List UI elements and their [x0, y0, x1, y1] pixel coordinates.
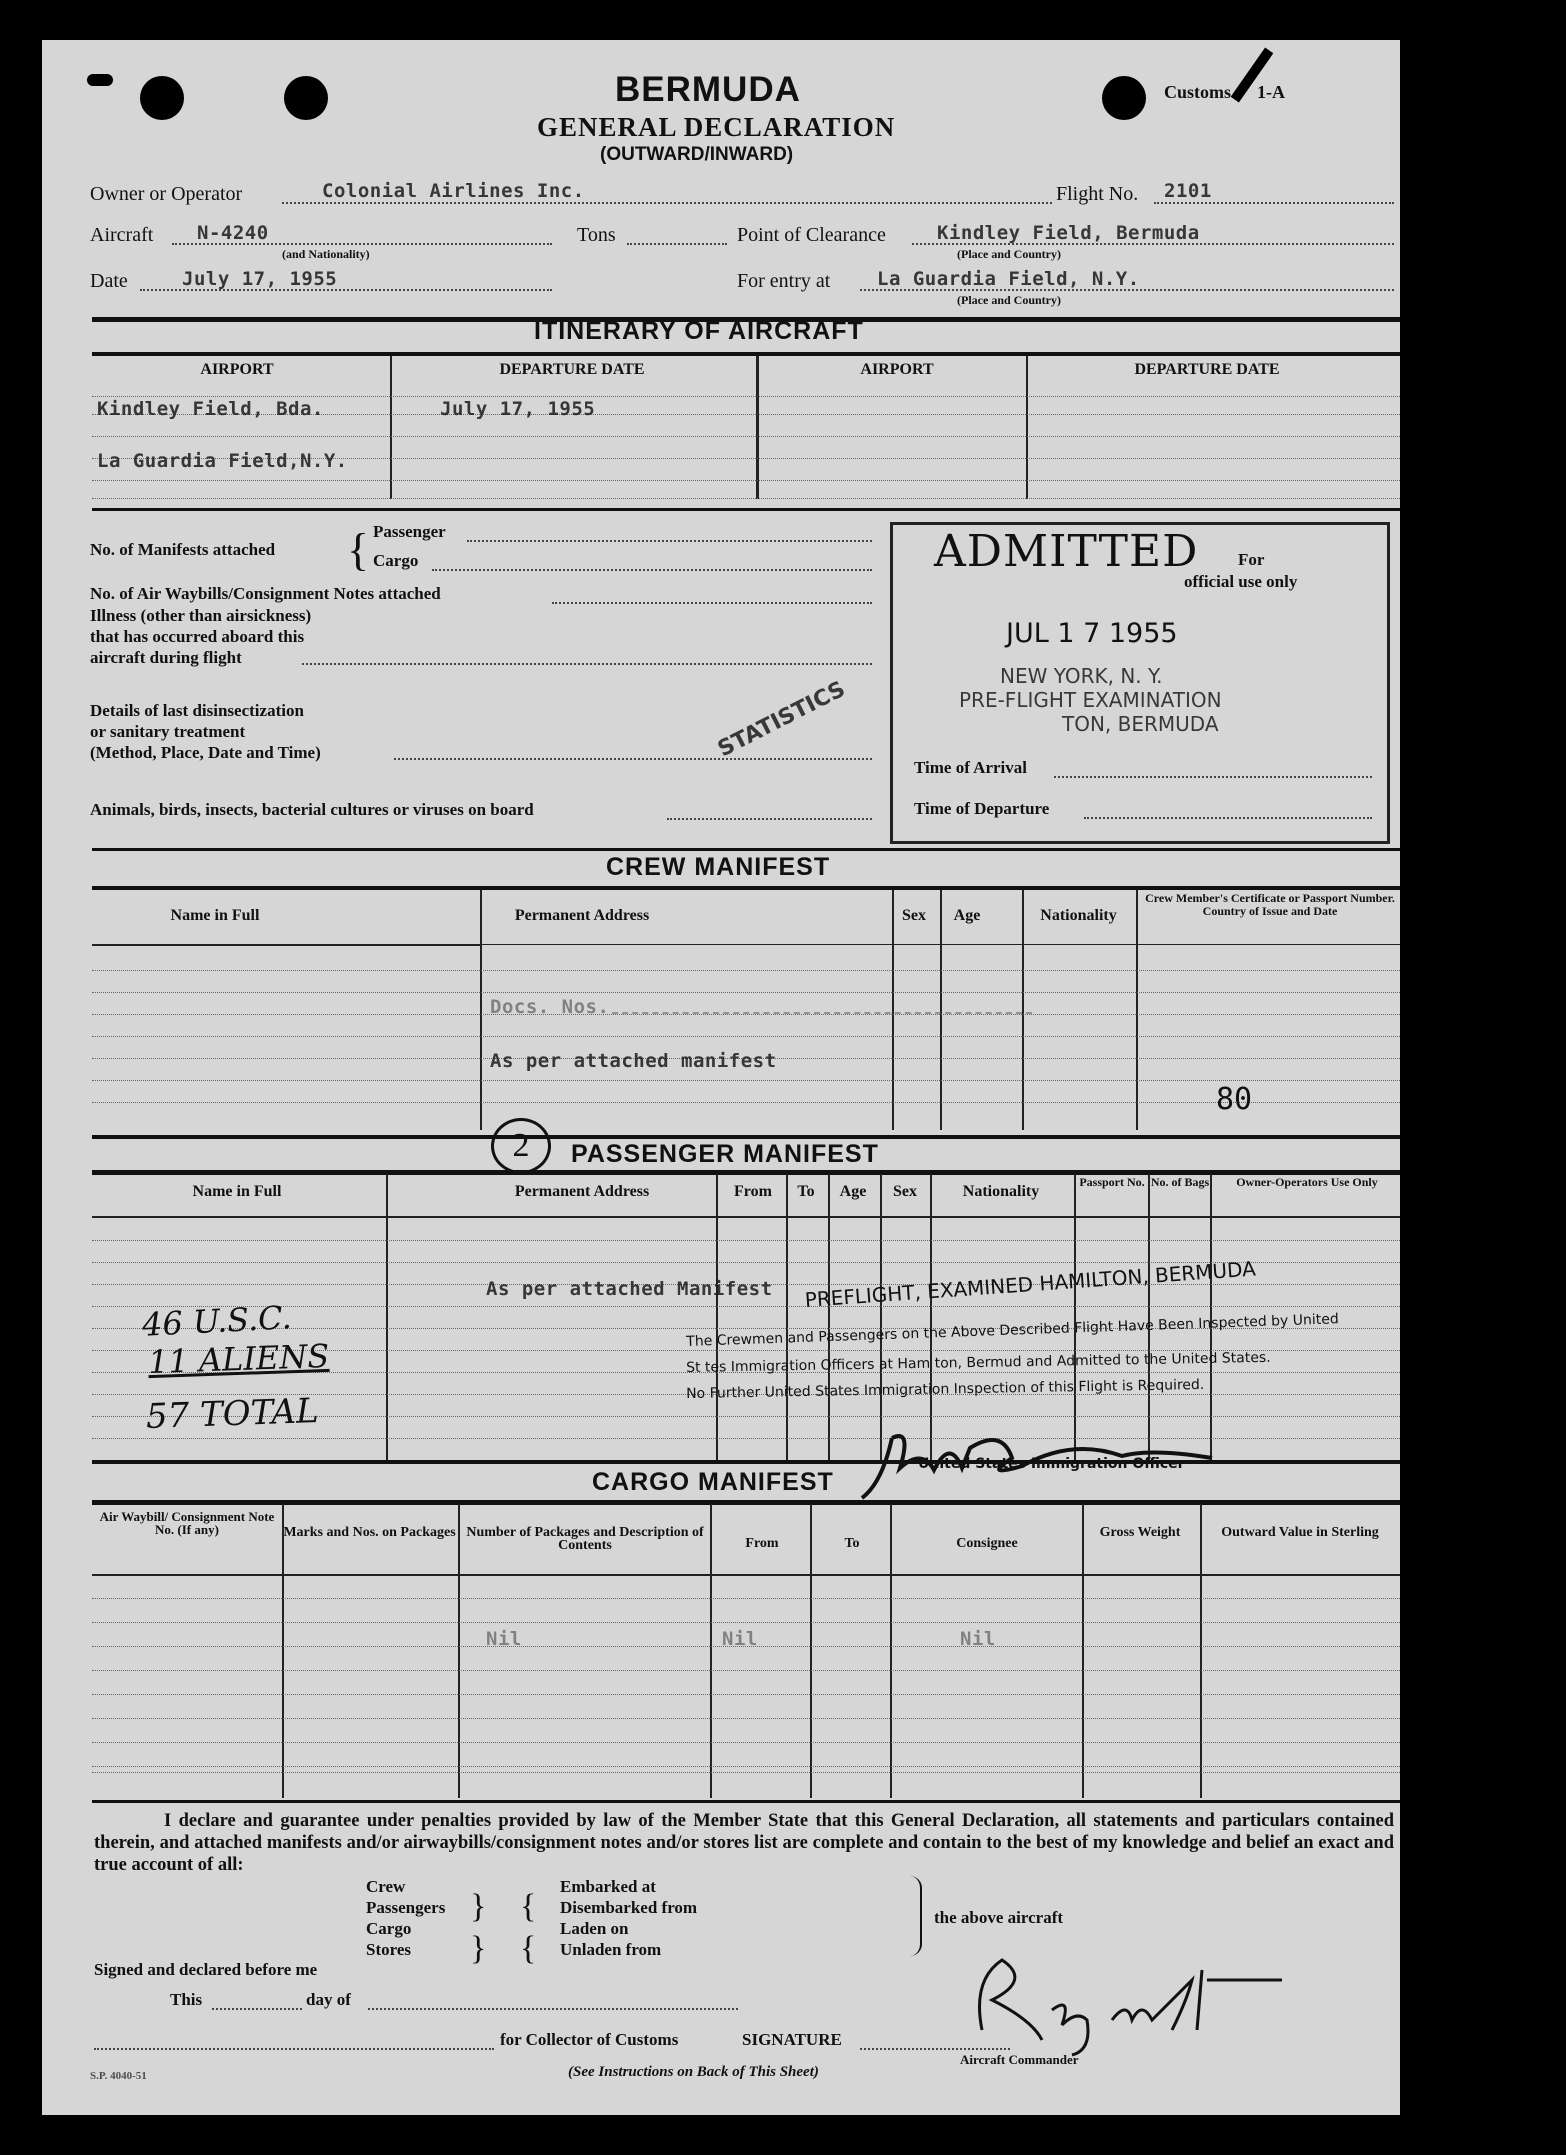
brace-right: [910, 1876, 922, 1956]
entry-label: For entry at: [737, 270, 831, 292]
signature-label: SIGNATURE: [742, 2030, 842, 2049]
clearance-value: Kindley Field, Bermuda: [937, 222, 1200, 244]
punch-hole: [1102, 76, 1146, 120]
owner-value: Colonial Airlines Inc.: [322, 180, 585, 202]
stamp-place: TON, BERMUDA: [1062, 712, 1219, 736]
crew-col-address: Permanent Address: [514, 907, 650, 924]
pax-col-address: Permanent Address: [514, 1183, 650, 1200]
statistics-stamp: STATISTICS: [714, 676, 850, 763]
time-arrival-label: Time of Arrival: [914, 758, 1027, 777]
time-departure-label: Time of Departure: [914, 799, 1050, 818]
stamp-city: NEW YORK, N. Y.: [1000, 664, 1163, 688]
crew-title: CREW MANIFEST: [606, 853, 831, 881]
inspection-line-3: No Further United States Immigration Inspection of this Flight is Required.: [686, 1376, 1205, 1402]
official-use-label: official use only: [1184, 572, 1298, 591]
crew-col-certificate: Crew Member's Certificate or Passport Number. Country of Issue and Date: [1145, 891, 1395, 918]
crew-docs-line: Docs. Nos.: [490, 996, 610, 1018]
commander-signature: [962, 1940, 1322, 2060]
instructions-note: (See Instructions on Back of This Sheet): [568, 2064, 819, 2080]
signed-label: Signed and declared before me: [94, 1960, 318, 1979]
punch-hole: [140, 76, 184, 120]
pax-col-sex: Sex: [893, 1183, 917, 1200]
commander-label: Aircraft Commander: [960, 2052, 1079, 2067]
hand-us-count: 46 U.S.C.: [141, 1298, 293, 1344]
clearance-label: Point of Clearance: [737, 224, 886, 246]
pax-col-nationality: Nationality: [962, 1183, 1040, 1200]
this-label: This: [170, 1990, 203, 2009]
cargo-title: CARGO MANIFEST: [592, 1468, 834, 1496]
illness-label: Illness (other than airsickness) that has occurred aboard this aircraft during flight: [90, 606, 312, 667]
pax-col-bags: No. of Bags: [1150, 1175, 1210, 1189]
flight-label: Flight No.: [1056, 183, 1139, 205]
waybills-label: No. of Air Waybills/Consignment Notes attached: [90, 584, 441, 603]
pax-col-name: Name in Full: [192, 1183, 282, 1200]
itin-row1-airport: Kindley Field, Bda.: [97, 398, 324, 420]
declaration-text: I declare and guarantee under penalties provided by law of the Member State that this General Declaration, all statements and particulars contained therein, and attached manifests and/or airwaybills/consignment notes and/or stores list are complete and contain to the best of my knowledge and belief an exact and true account of all:: [94, 1811, 1394, 1875]
aircraft-note: (and Nationality): [282, 247, 370, 261]
stamp-date: JUL 1 7 1955: [1006, 618, 1178, 649]
date-label: Date: [90, 270, 128, 292]
cargo-col-marks: Marks and Nos. on Packages: [283, 1525, 456, 1540]
brace-3: {: [520, 1888, 537, 1925]
form-title: BERMUDA: [615, 70, 801, 109]
tons-label: Tons: [577, 224, 616, 246]
itinerary-title: ITINERARY OF AIRCRAFT: [534, 317, 864, 345]
stamp-exam: PRE-FLIGHT EXAMINATION: [959, 688, 1222, 712]
passenger-title: PASSENGER MANIFEST: [571, 1140, 879, 1168]
crew-col-sex: Sex: [902, 907, 926, 924]
cargo-col-consignee: Consignee: [956, 1536, 1018, 1551]
collector-label: for Collector of Customs: [500, 2030, 679, 2049]
itin-row2-airport: La Guardia Field,N.Y.: [97, 450, 348, 472]
declaration-aircraft: the above aircraft: [934, 1908, 1064, 1927]
circled-number: 2: [491, 1118, 551, 1174]
flight-value: 2101: [1164, 180, 1212, 202]
admitted-stamp: ADMITTED: [934, 526, 1199, 577]
declaration-actions: Embarked at Disembarked from Laden on Unladen from: [560, 1877, 698, 1959]
manifests-passenger: Passenger: [373, 522, 446, 541]
aircraft-label: Aircraft: [90, 224, 154, 246]
owner-label: Owner or Operator: [90, 183, 243, 205]
pax-col-from: From: [734, 1183, 772, 1200]
cargo-nil-consignee: Nil: [960, 1628, 996, 1650]
inspection-line-2: St tes Immigration Officers at Ham ton, Bermud and Admitted to the United States.: [686, 1349, 1271, 1376]
clearance-note: (Place and Country): [957, 247, 1061, 261]
brace-1: }: [470, 1888, 487, 1925]
itin-col-airport-2: AIRPORT: [860, 361, 934, 378]
cargo-col-waybill: Air Waybill/ Consignment Note No. (If any): [99, 1509, 275, 1537]
pax-col-passport: Passport No.: [1079, 1175, 1145, 1189]
entry-note: (Place and Country): [957, 293, 1061, 307]
form-number: S.P. 4040-51: [90, 2070, 147, 2082]
pax-col-owner-use: Owner-Operators Use Only: [1236, 1175, 1378, 1189]
manifests-label: No. of Manifests attached: [90, 540, 276, 559]
cargo-col-weight: Gross Weight: [1099, 1525, 1181, 1540]
tear-mark: [87, 74, 113, 86]
itin-row1-departure: July 17, 1955: [440, 398, 596, 420]
crew-attached-line: As per attached manifest: [490, 1050, 777, 1072]
pax-col-to: To: [797, 1183, 815, 1200]
inspection-line-1: The Crewmen and Passengers on the Above Described Flight Have Been Inspected by United: [686, 1311, 1340, 1350]
cargo-col-from: From: [745, 1536, 779, 1551]
form-subtitle: GENERAL DECLARATION: [537, 112, 896, 142]
manifests-cargo: Cargo: [373, 551, 419, 570]
animals-label: Animals, birds, insects, bacterial cultures or viruses on board: [90, 800, 534, 819]
disinsect-label: Details of last disinsectization or sanitary treatment (Method, Place, Date and Time): [90, 701, 321, 762]
officer-signature: [852, 1408, 1272, 1508]
preflight-stamp: PREFLIGHT, EXAMINED HAMILTON, BERMUDA: [804, 1256, 1257, 1312]
punch-hole: [284, 76, 328, 120]
pax-attached-line: As per attached Manifest: [486, 1278, 773, 1300]
hand-aliens-count: 11 ALIENS: [147, 1336, 330, 1382]
cargo-col-packages: Number of Packages and Description of Contents: [466, 1525, 704, 1553]
crew-count: 80: [1216, 1082, 1253, 1117]
cargo-col-to: To: [844, 1536, 860, 1551]
crew-col-age: Age: [953, 907, 981, 924]
date-value: July 17, 1955: [182, 268, 338, 290]
cargo-col-value: Outward Value in Sterling: [1221, 1525, 1379, 1540]
for-label: For: [1238, 550, 1265, 569]
cargo-nil-from: Nil: [722, 1628, 758, 1650]
itin-col-airport: AIRPORT: [200, 361, 274, 378]
brace-4: {: [520, 1930, 537, 1967]
customs-ref: Customs 1-A: [1164, 82, 1286, 102]
declaration-sheet: [42, 40, 1400, 2115]
crew-col-name: Name in Full: [170, 907, 260, 924]
itin-col-departure: DEPARTURE DATE: [499, 361, 645, 378]
hand-total-count: 57 TOTAL: [145, 1391, 320, 1437]
aircraft-value: N-4240: [197, 222, 269, 244]
cargo-nil-description: Nil: [486, 1628, 522, 1650]
crew-col-nationality: Nationality: [1040, 907, 1117, 924]
officer-label: United States Immigration Officer: [918, 1456, 1185, 1472]
manifests-brace: {: [347, 524, 370, 575]
day-label: day of: [306, 1990, 351, 2009]
itin-col-departure-2: DEPARTURE DATE: [1134, 361, 1280, 378]
entry-value: La Guardia Field, N.Y.: [877, 268, 1140, 290]
declaration-subjects: Crew Passengers Cargo Stores: [366, 1877, 446, 1959]
brace-2: }: [470, 1930, 487, 1967]
pax-col-age: Age: [839, 1183, 867, 1200]
form-direction: (OUTWARD/INWARD): [600, 144, 794, 165]
